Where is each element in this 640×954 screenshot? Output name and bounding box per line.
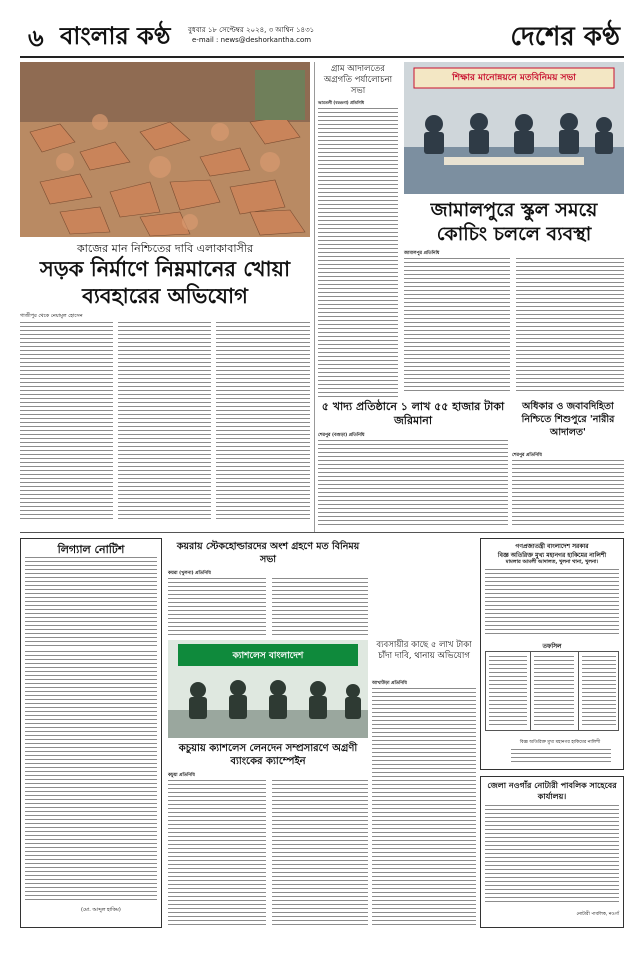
legal-notice-text-top xyxy=(25,557,157,647)
fine-body-text xyxy=(318,440,508,528)
exchange-byline: জামালপুর প্রতিনিধি xyxy=(404,251,440,256)
road-body-text xyxy=(20,322,113,522)
notary-signature: নোটারী পাবলিক, নওগাঁ xyxy=(576,912,619,917)
legal-notice-text xyxy=(25,651,157,901)
court-headline: গ্রাম আদালতের অগ্রগতি পর্যালোচনা সভা xyxy=(323,64,393,96)
email-line: e-mail : news@deshorkantha.com xyxy=(192,36,312,44)
header-rule xyxy=(20,56,624,58)
column-divider xyxy=(314,62,315,532)
road-body-text-3 xyxy=(216,322,310,522)
trader-headline: ব্যবসায়ীর কাছে ৫ লাখ টাকা চাঁদা দাবি, থানায় অভিযোগ xyxy=(376,640,472,661)
exchange-banner: শিক্ষার মানোন্নয়নে মতবিনিময় সভা xyxy=(452,73,576,83)
masthead-title: বাংলার কণ্ঠ xyxy=(60,22,171,50)
court-byline: আমতলী (বরগুনা) প্রতিনিধি xyxy=(318,100,365,105)
table-cell-text xyxy=(534,656,574,726)
road-kicker: কাজের মান নিশ্চিতের দাবি এলাকাবাসীর xyxy=(76,242,253,255)
auction-signature: বিজ্ঞ অতিরিক্ত মুখ্য মহানগর হাকিমের নালিশী xyxy=(519,740,601,745)
bank-body-text xyxy=(168,780,266,928)
section-title: দেশের কণ্ঠ xyxy=(510,22,620,52)
auction-text xyxy=(485,569,619,637)
legal-notice-box xyxy=(20,538,162,928)
bank-byline: কচুয়া প্রতিনিধি xyxy=(168,773,195,778)
exchange-body-text-2 xyxy=(516,258,624,394)
page-header xyxy=(20,14,624,54)
auction-title: গণপ্রজাতন্ত্রী বাংলাদেশ সরকার xyxy=(515,543,589,550)
legal-notice-title: লিগ্যাল নোটিশ xyxy=(57,543,125,556)
stake-body-text-2 xyxy=(272,578,368,636)
bank-campaign-photo xyxy=(168,640,368,738)
table-divider xyxy=(578,652,579,730)
legal-notice-signature: (মো. আব্দুল হাকিম) xyxy=(81,907,121,913)
auction-subtitle-2: মামলার আমলী আদালত, খুলনা থানা, খুলনা। xyxy=(505,559,599,565)
brick-pile-photo xyxy=(20,62,310,237)
rights-box xyxy=(512,398,624,448)
rights-headline: অধিকার ও জবাবদিহিতা নিশ্চিতে শিশুপুরে 'নারীর আদালত' xyxy=(521,401,615,438)
road-byline: গাজীপুর থেকে নেয়ামুল হোসেন xyxy=(20,313,83,319)
court-body-text xyxy=(318,108,398,398)
road-headline: সড়ক নির্মাণে নিম্নমানের খোয়া ব্যবহারের অভিযোগ xyxy=(39,256,291,308)
mid-rule xyxy=(20,532,624,533)
auction-notice-box xyxy=(480,538,624,770)
table-cell-text xyxy=(582,656,616,726)
auction-table xyxy=(485,651,619,731)
notary-notice-box xyxy=(480,776,624,928)
stake-body-text xyxy=(168,578,266,636)
notary-title: জেলা নওগাঁর নোটারী পাবলিক সাহেবের কার্যালয়। xyxy=(487,781,617,801)
fine-byline: শেরপুর (বগুড়া) প্রতিনিধি xyxy=(318,433,365,438)
stake-byline: কয়রা (খুলনা) প্রতিনিধি xyxy=(168,571,211,576)
bank-body-text-2 xyxy=(272,780,368,928)
rights-body-text xyxy=(512,460,624,528)
date-line: বুধবার ১৮ সেপ্টেম্বর ২০২৪, ৩ আশ্বিন ১৪৩১ xyxy=(188,26,315,34)
table-divider xyxy=(530,652,531,730)
bank-banner-text: ক্যাশলেস বাংলাদেশ xyxy=(232,651,304,661)
exchange-headline: জামালপুরে স্কুল সময়ে কোচিং চললে ব্যবস্থা xyxy=(430,199,598,245)
trader-byline: আখাউড়া প্রতিনিধি xyxy=(372,681,407,686)
auction-subtitle: বিজ্ঞ অতিরিক্ত মুখ্য মহানগর হাকিমের নালিশী xyxy=(497,552,607,559)
bank-headline: কচুয়ায় ক্যাশলেস লেনদেন সম্প্রসারণে অগ্রণী ব্যাংকের ক্যাম্পেইন xyxy=(178,743,358,767)
auction-table-heading: তফসিল xyxy=(542,643,562,650)
notary-text xyxy=(485,805,619,905)
stake-headline: কয়রায় স্টেকহোল্ডারদের অংশ গ্রহণে মত বিনিময় সভা xyxy=(176,541,360,565)
page-number: ৬ xyxy=(28,24,44,52)
table-cell-text xyxy=(489,656,527,726)
auction-signature-lines xyxy=(511,749,611,765)
rights-byline: শেরপুর প্রতিনিধি xyxy=(512,453,542,458)
fine-headline: ৫ খাদ্য প্রতিষ্ঠানে ১ লাখ ৫৫ হাজার টাকা জরিমানা xyxy=(321,400,505,427)
road-body-text-2 xyxy=(118,322,211,522)
exchange-body-text xyxy=(404,258,510,394)
trader-body-text xyxy=(372,688,476,928)
